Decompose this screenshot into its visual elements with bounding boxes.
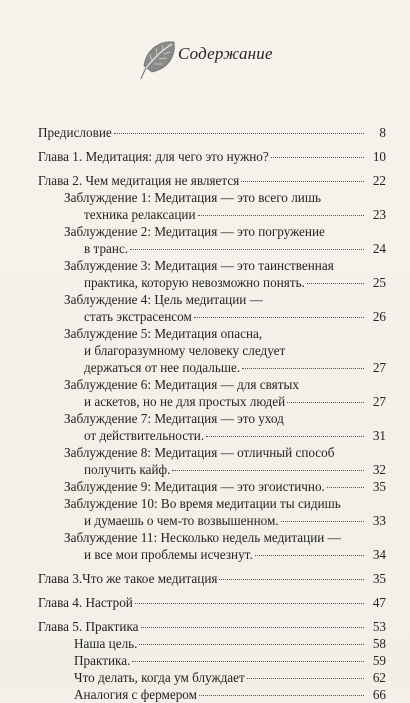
dot-leader xyxy=(206,436,364,437)
dot-leader xyxy=(241,181,364,182)
toc-entry-title-line: Заблуждение 8: Медитация — отличный способ xyxy=(64,445,335,460)
toc-entry[interactable] xyxy=(38,478,386,495)
toc-entry[interactable] xyxy=(38,148,386,165)
toc-entry-title-line: Заблуждение 7: Медитация — это уход xyxy=(64,411,284,426)
dot-leader xyxy=(172,470,364,471)
toc-entry[interactable] xyxy=(38,444,386,478)
toc-entry-title: Глава 5. Практика xyxy=(38,619,139,634)
leaf-icon xyxy=(140,36,180,80)
toc-page-number: 34 xyxy=(372,547,386,562)
toc-entry-title: от действительности. xyxy=(84,428,205,443)
toc-entry[interactable] xyxy=(38,257,386,291)
toc-page-number: 24 xyxy=(372,241,386,256)
toc-entry[interactable] xyxy=(38,410,386,444)
toc-entry-title: и думаешь о чем-то возвышенном. xyxy=(84,513,279,528)
toc-entry[interactable] xyxy=(38,223,386,257)
toc-entry-title-line: Заблуждение 6: Медитация — для святых xyxy=(64,377,299,392)
toc-page-number: 32 xyxy=(372,462,386,477)
toc-page-number: 66 xyxy=(372,687,386,702)
toc-entry[interactable] xyxy=(38,669,386,686)
toc-page-number: 58 xyxy=(372,636,386,651)
toc-page-number: 27 xyxy=(372,360,386,375)
toc-page-number: 53 xyxy=(372,619,386,634)
dot-leader xyxy=(199,695,364,696)
toc-page-number: 27 xyxy=(372,394,386,409)
toc-page-number: 62 xyxy=(372,670,386,685)
toc-entry[interactable] xyxy=(38,529,386,563)
toc-page-number: 10 xyxy=(372,149,386,164)
toc-entry-title: Практика. xyxy=(74,653,131,668)
toc-entry-title-line: Заблуждение 11: Несколько недель медитации — xyxy=(64,530,341,545)
toc-entry[interactable] xyxy=(38,570,386,587)
toc-entry[interactable] xyxy=(38,594,386,611)
toc-entry-title-line: Заблуждение 2: Медитация — это погружение xyxy=(64,224,325,239)
dot-leader xyxy=(135,603,364,604)
dot-leader xyxy=(307,283,364,284)
toc-entry-title: Предисловие xyxy=(38,125,112,140)
toc-page-number: 23 xyxy=(372,207,386,222)
dot-leader xyxy=(219,579,364,580)
toc-entry[interactable] xyxy=(38,189,386,223)
dot-leader xyxy=(139,644,364,645)
toc-entry-title: получить кайф. xyxy=(84,462,171,477)
toc-page-number: 22 xyxy=(372,173,386,188)
toc-entry[interactable] xyxy=(38,172,386,189)
dot-leader xyxy=(130,249,364,250)
toc-entry-title: Аналогия с фермером xyxy=(74,687,197,702)
dot-leader xyxy=(281,521,364,522)
toc-entry[interactable] xyxy=(38,376,386,410)
toc-entry-title: и аскетов, но не для простых людей xyxy=(84,394,286,409)
toc-entry[interactable] xyxy=(38,124,386,141)
toc-entry-title-line: Заблуждение 3: Медитация — это таинственная xyxy=(64,258,334,273)
dot-leader xyxy=(255,555,364,556)
toc-entry[interactable] xyxy=(38,325,386,376)
toc-entry-title: стать экстрасенсом xyxy=(84,309,192,324)
dot-leader xyxy=(327,487,364,488)
toc-entry[interactable] xyxy=(38,652,386,669)
toc-entry-title: Глава 2. Чем медитация не является xyxy=(38,173,240,188)
dot-leader xyxy=(242,368,364,369)
toc-entry-title: Глава 1. Медитация: для чего это нужно? xyxy=(38,149,269,164)
toc-entry-title-line: Заблуждение 4: Цель медитации — xyxy=(64,292,263,307)
toc-entry[interactable] xyxy=(38,291,386,325)
toc-entry-title: и все мои проблемы исчезнут. xyxy=(84,547,253,562)
toc-entry-title: практика, которую невозможно понять. xyxy=(84,275,305,290)
dot-leader xyxy=(132,661,364,662)
table-of-contents xyxy=(38,124,386,703)
dot-leader xyxy=(271,157,364,158)
toc-entry-title-line: Заблуждение 5: Медитация опасна, xyxy=(64,326,263,341)
toc-page-number: 25 xyxy=(372,275,386,290)
toc-entry-title: техника релаксации xyxy=(84,207,196,222)
toc-entry-title-line: Заблуждение 10: Во время медитации ты сидишь xyxy=(64,496,341,511)
toc-page-number: 33 xyxy=(372,513,386,528)
toc-page-number: 35 xyxy=(372,479,386,494)
toc-entry-title: Что делать, когда ум блуждает xyxy=(74,670,245,685)
dot-leader xyxy=(114,133,364,134)
toc-page-number: 31 xyxy=(372,428,386,443)
toc-page-number: 59 xyxy=(372,653,386,668)
toc-entry[interactable] xyxy=(38,495,386,529)
dot-leader xyxy=(247,678,364,679)
page-header xyxy=(0,30,410,90)
dot-leader xyxy=(287,402,364,403)
toc-page-number: 8 xyxy=(379,125,386,140)
dot-leader xyxy=(141,627,364,628)
toc-page-number: 26 xyxy=(372,309,386,324)
toc-entry[interactable] xyxy=(38,618,386,635)
toc-entry-title: Заблуждение 9: Медитация — это эгоистично. xyxy=(64,479,325,494)
toc-page-number: 47 xyxy=(372,595,386,610)
toc-entry-title: Наша цель. xyxy=(74,636,138,651)
toc-entry-title-line: Заблуждение 1: Медитация — это всего лишь xyxy=(64,190,322,205)
toc-entry-title: Глава 3.Что же такое медитация xyxy=(38,571,218,586)
toc-entry-title-line: и благоразумному человеку следует xyxy=(84,343,286,358)
toc-entry[interactable] xyxy=(38,635,386,652)
toc-entry-title: держаться от нее подальше. xyxy=(84,360,241,375)
toc-entry-title: в транс. xyxy=(84,241,129,256)
toc-entry-title: Глава 4. Настрой xyxy=(38,595,133,610)
page-title: Содержание xyxy=(178,44,273,63)
dot-leader xyxy=(198,215,364,216)
toc-entry[interactable] xyxy=(38,686,386,703)
toc-page-number: 35 xyxy=(372,571,386,586)
dot-leader xyxy=(194,317,364,318)
